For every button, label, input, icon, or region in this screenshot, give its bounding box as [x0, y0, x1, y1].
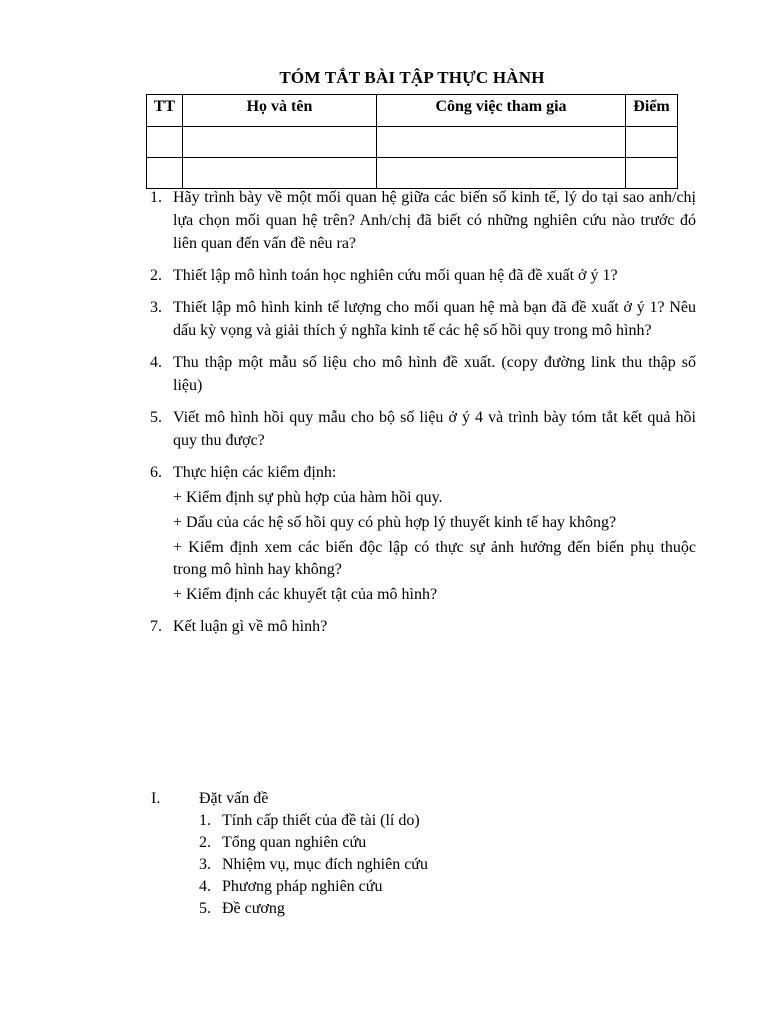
item-number: 4.: [199, 878, 211, 895]
list-item: [199, 832, 428, 854]
item-number: 5.: [199, 900, 211, 917]
question-number: 5.: [150, 409, 162, 426]
item-text: Đề cương: [222, 900, 285, 917]
table-cell: [377, 158, 626, 189]
test-item: + Dấu của các hệ số hồi quy có phù hợp lý thuyết kinh tế hay không?: [173, 514, 617, 531]
header-name: Họ và tên: [183, 95, 377, 127]
question-text: Hãy trình bày về một mối quan hệ giữa các biến số kinh tế, lý do tại sao anh/chị lựa chọn mối quan hệ trên? Anh/chị đã biết có những nghiên cứu nào trước đó liên quan đến vấn đề nêu ra?: [173, 189, 696, 252]
item-number: 2.: [199, 834, 211, 851]
test-item: + Kiểm định sự phù hợp của hàm hồi quy.: [173, 489, 443, 506]
outline-list: [199, 810, 428, 920]
item-number: 3.: [199, 856, 211, 873]
list-item: [199, 854, 428, 876]
header-score: Điểm: [626, 95, 678, 127]
table-cell: [147, 158, 183, 189]
question-text: Viết mô hình hồi quy mẫu cho bộ số liệu ở ý 4 và trình bày tóm tắt kết quả hồi quy thu được?: [173, 409, 696, 449]
header-work: Công việc tham gia: [377, 95, 626, 127]
list-item: [199, 876, 428, 898]
question-item: [150, 264, 696, 287]
question-list: [150, 186, 696, 647]
section-title: Đặt vấn đề: [199, 790, 269, 807]
question-text: Thiết lập mô hình kinh tế lượng cho mối quan hệ mà bạn đã đề xuất ở ý 1? Nêu dấu kỳ vọng và giải thích ý nghĩa kinh tế các hệ số hồi quy trong mô hình?: [173, 299, 696, 339]
question-text: Thu thập một mẫu số liệu cho mô hình đề xuất. (copy đường link thu thập số liệu): [173, 354, 696, 394]
question-number: 3.: [150, 299, 162, 316]
table-cell: [626, 158, 678, 189]
table-row: [147, 158, 678, 189]
table-cell: [183, 158, 377, 189]
item-number: 1.: [199, 812, 211, 829]
question-item: [150, 615, 696, 638]
list-item: [199, 810, 428, 832]
question-text: Thiết lập mô hình toán học nghiên cứu mối quan hệ đã đề xuất ở ý 1?: [173, 267, 618, 284]
item-text: Nhiệm vụ, mục đích nghiên cứu: [222, 856, 428, 873]
table-header-row: [147, 95, 678, 127]
question-item: [150, 186, 696, 255]
test-item: + Kiểm định các khuyết tật của mô hình?: [173, 586, 438, 603]
question-item: [150, 406, 696, 452]
test-item: + Kiểm định xem các biến độc lập có thực sự ảnh hưởng đến biến phụ thuộc trong mô hình hay không?: [173, 539, 696, 578]
list-item: [199, 898, 428, 920]
item-text: Tổng quan nghiên cứu: [222, 834, 367, 851]
section-numeral: I.: [151, 790, 161, 807]
question-text: Thực hiện các kiểm định:: [173, 464, 337, 481]
question-item: [150, 296, 696, 342]
header-tt: TT: [147, 95, 183, 127]
question-item: [150, 351, 696, 397]
page-title: TÓM TẮT BÀI TẬP THỰC HÀNH: [279, 68, 545, 87]
question-item: [150, 461, 696, 606]
question-number: 4.: [150, 354, 162, 371]
question-number: 1.: [150, 189, 162, 206]
table-cell: [147, 127, 183, 158]
question-text: Kết luận gì về mô hình?: [173, 618, 328, 635]
table-cell: [377, 127, 626, 158]
table-cell: [626, 127, 678, 158]
question-number: 2.: [150, 267, 162, 284]
question-number: 6.: [150, 464, 162, 481]
table-cell: [183, 127, 377, 158]
table-row: [147, 127, 678, 158]
question-number: 7.: [150, 618, 162, 635]
member-table: [146, 94, 678, 189]
item-text: Phương pháp nghiên cứu: [222, 878, 383, 895]
item-text: Tính cấp thiết của đề tài (lí do): [222, 812, 420, 829]
